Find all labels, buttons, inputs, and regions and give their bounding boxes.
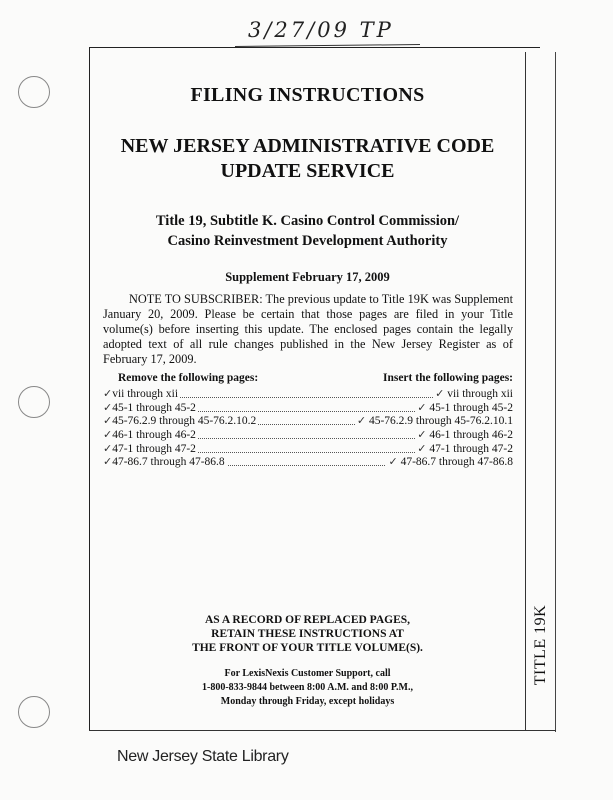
table-row bbox=[103, 387, 513, 401]
support-line3: Monday through Friday, except holidays bbox=[220, 696, 395, 707]
check-mark-icon: ✓ bbox=[417, 441, 427, 455]
check-mark-icon: ✓ bbox=[103, 455, 113, 469]
record-notice bbox=[90, 613, 525, 655]
punch-hole-icon bbox=[18, 386, 50, 418]
check-mark-icon: ✓ bbox=[103, 400, 113, 414]
remove-cell bbox=[103, 442, 198, 457]
frame-tab-edge-line bbox=[555, 52, 556, 732]
insert-pages: vii through xii bbox=[447, 388, 513, 400]
side-tab bbox=[528, 602, 554, 688]
remove-pages: vii through xii bbox=[112, 388, 179, 400]
table-row bbox=[103, 401, 513, 415]
remove-pages: 45-76.2.9 through 45-76.2.10.2 bbox=[112, 415, 257, 428]
table-rows bbox=[103, 387, 513, 469]
insert-cell bbox=[415, 428, 513, 443]
insert-pages: 47-86.7 through 47-86.8 bbox=[400, 456, 513, 469]
title-subtitle bbox=[90, 211, 525, 251]
check-mark-icon: ✓ bbox=[103, 441, 113, 455]
note-to-subscriber: NOTE TO SUBSCRIBER: The previous update to Title 19K was Supplement January 20, 2009. Please be certain that those pages are filed in your Title volume(s) before inserting this update. The enclosed pages contain the legally adopted text of all rule changes published in the New Jersey Register as of February 17, 2009. bbox=[103, 292, 513, 366]
remove-cell bbox=[103, 387, 180, 402]
code-title bbox=[90, 134, 525, 184]
code-title-line2: UPDATE SERVICE bbox=[220, 160, 395, 182]
insert-cell bbox=[415, 442, 513, 457]
punch-hole-icon bbox=[18, 76, 50, 108]
remove-cell bbox=[103, 455, 227, 470]
punch-hole-icon bbox=[18, 696, 50, 728]
check-mark-icon: ✓ bbox=[103, 414, 113, 428]
remove-cell bbox=[103, 414, 258, 429]
page-replacement-table bbox=[103, 372, 513, 469]
insert-pages: 46-1 through 46-2 bbox=[429, 429, 513, 442]
check-mark-icon: ✓ bbox=[356, 414, 367, 428]
insert-header: Insert the following pages: bbox=[382, 372, 513, 384]
side-tab-label: TITLE 19K bbox=[532, 604, 550, 686]
remove-header: Remove the following pages: bbox=[118, 372, 259, 384]
library-stamp: New Jersey State Library bbox=[117, 748, 289, 765]
table-row bbox=[103, 414, 513, 428]
customer-support-info bbox=[90, 667, 525, 709]
support-line1: For LexisNexis Customer Support, call bbox=[224, 668, 391, 679]
table-row bbox=[103, 428, 513, 442]
insert-pages: 47-1 through 47-2 bbox=[429, 442, 513, 455]
insert-cell bbox=[433, 387, 513, 402]
remove-pages: 47-1 through 47-2 bbox=[112, 442, 196, 455]
check-mark-icon: ✓ bbox=[388, 455, 398, 469]
support-line2: 1-800-833-9844 between 8:00 A.M. and 8:00 P.M., bbox=[201, 682, 413, 693]
filing-instructions-heading: FILING INSTRUCTIONS bbox=[190, 84, 425, 106]
insert-cell bbox=[415, 401, 513, 416]
subtitle-line1: Title 19, Subtitle K. Casino Control Commission/ bbox=[155, 213, 460, 229]
remove-pages: 45-1 through 45-2 bbox=[112, 401, 196, 414]
subtitle-line2: Casino Reinvestment Development Authority bbox=[167, 233, 448, 249]
check-mark-icon: ✓ bbox=[103, 387, 113, 400]
supplement-date: Supplement February 17, 2009 bbox=[225, 270, 390, 284]
frame-bottom-line bbox=[89, 730, 556, 731]
record-line2: RETAIN THESE INSTRUCTIONS AT bbox=[211, 628, 404, 640]
check-mark-icon: ✓ bbox=[417, 400, 427, 414]
check-mark-icon: ✓ bbox=[435, 387, 445, 400]
remove-pages: 47-86.7 through 47-86.8 bbox=[112, 456, 225, 469]
insert-pages: 45-76.2.9 through 45-76.2.10.1 bbox=[368, 415, 513, 428]
table-header bbox=[103, 372, 513, 387]
remove-pages: 46-1 through 46-2 bbox=[112, 429, 196, 442]
check-mark-icon: ✓ bbox=[103, 428, 113, 442]
handwritten-date-note: 3/27/09 TP bbox=[248, 18, 394, 42]
frame-right-line bbox=[525, 52, 526, 730]
table-row bbox=[103, 442, 513, 456]
frame-top-line bbox=[89, 47, 540, 48]
check-mark-icon: ✓ bbox=[417, 428, 427, 442]
record-line3: THE FRONT OF YOUR TITLE VOLUME(S). bbox=[192, 642, 423, 654]
insert-cell bbox=[386, 455, 513, 470]
remove-cell bbox=[103, 428, 198, 443]
table-row bbox=[103, 455, 513, 469]
record-line1: AS A RECORD OF REPLACED PAGES, bbox=[204, 614, 411, 626]
insert-pages: 45-1 through 45-2 bbox=[429, 401, 513, 414]
remove-cell bbox=[103, 401, 198, 416]
insert-cell bbox=[355, 414, 513, 429]
code-title-line1: NEW JERSEY ADMINISTRATIVE CODE bbox=[120, 135, 495, 157]
